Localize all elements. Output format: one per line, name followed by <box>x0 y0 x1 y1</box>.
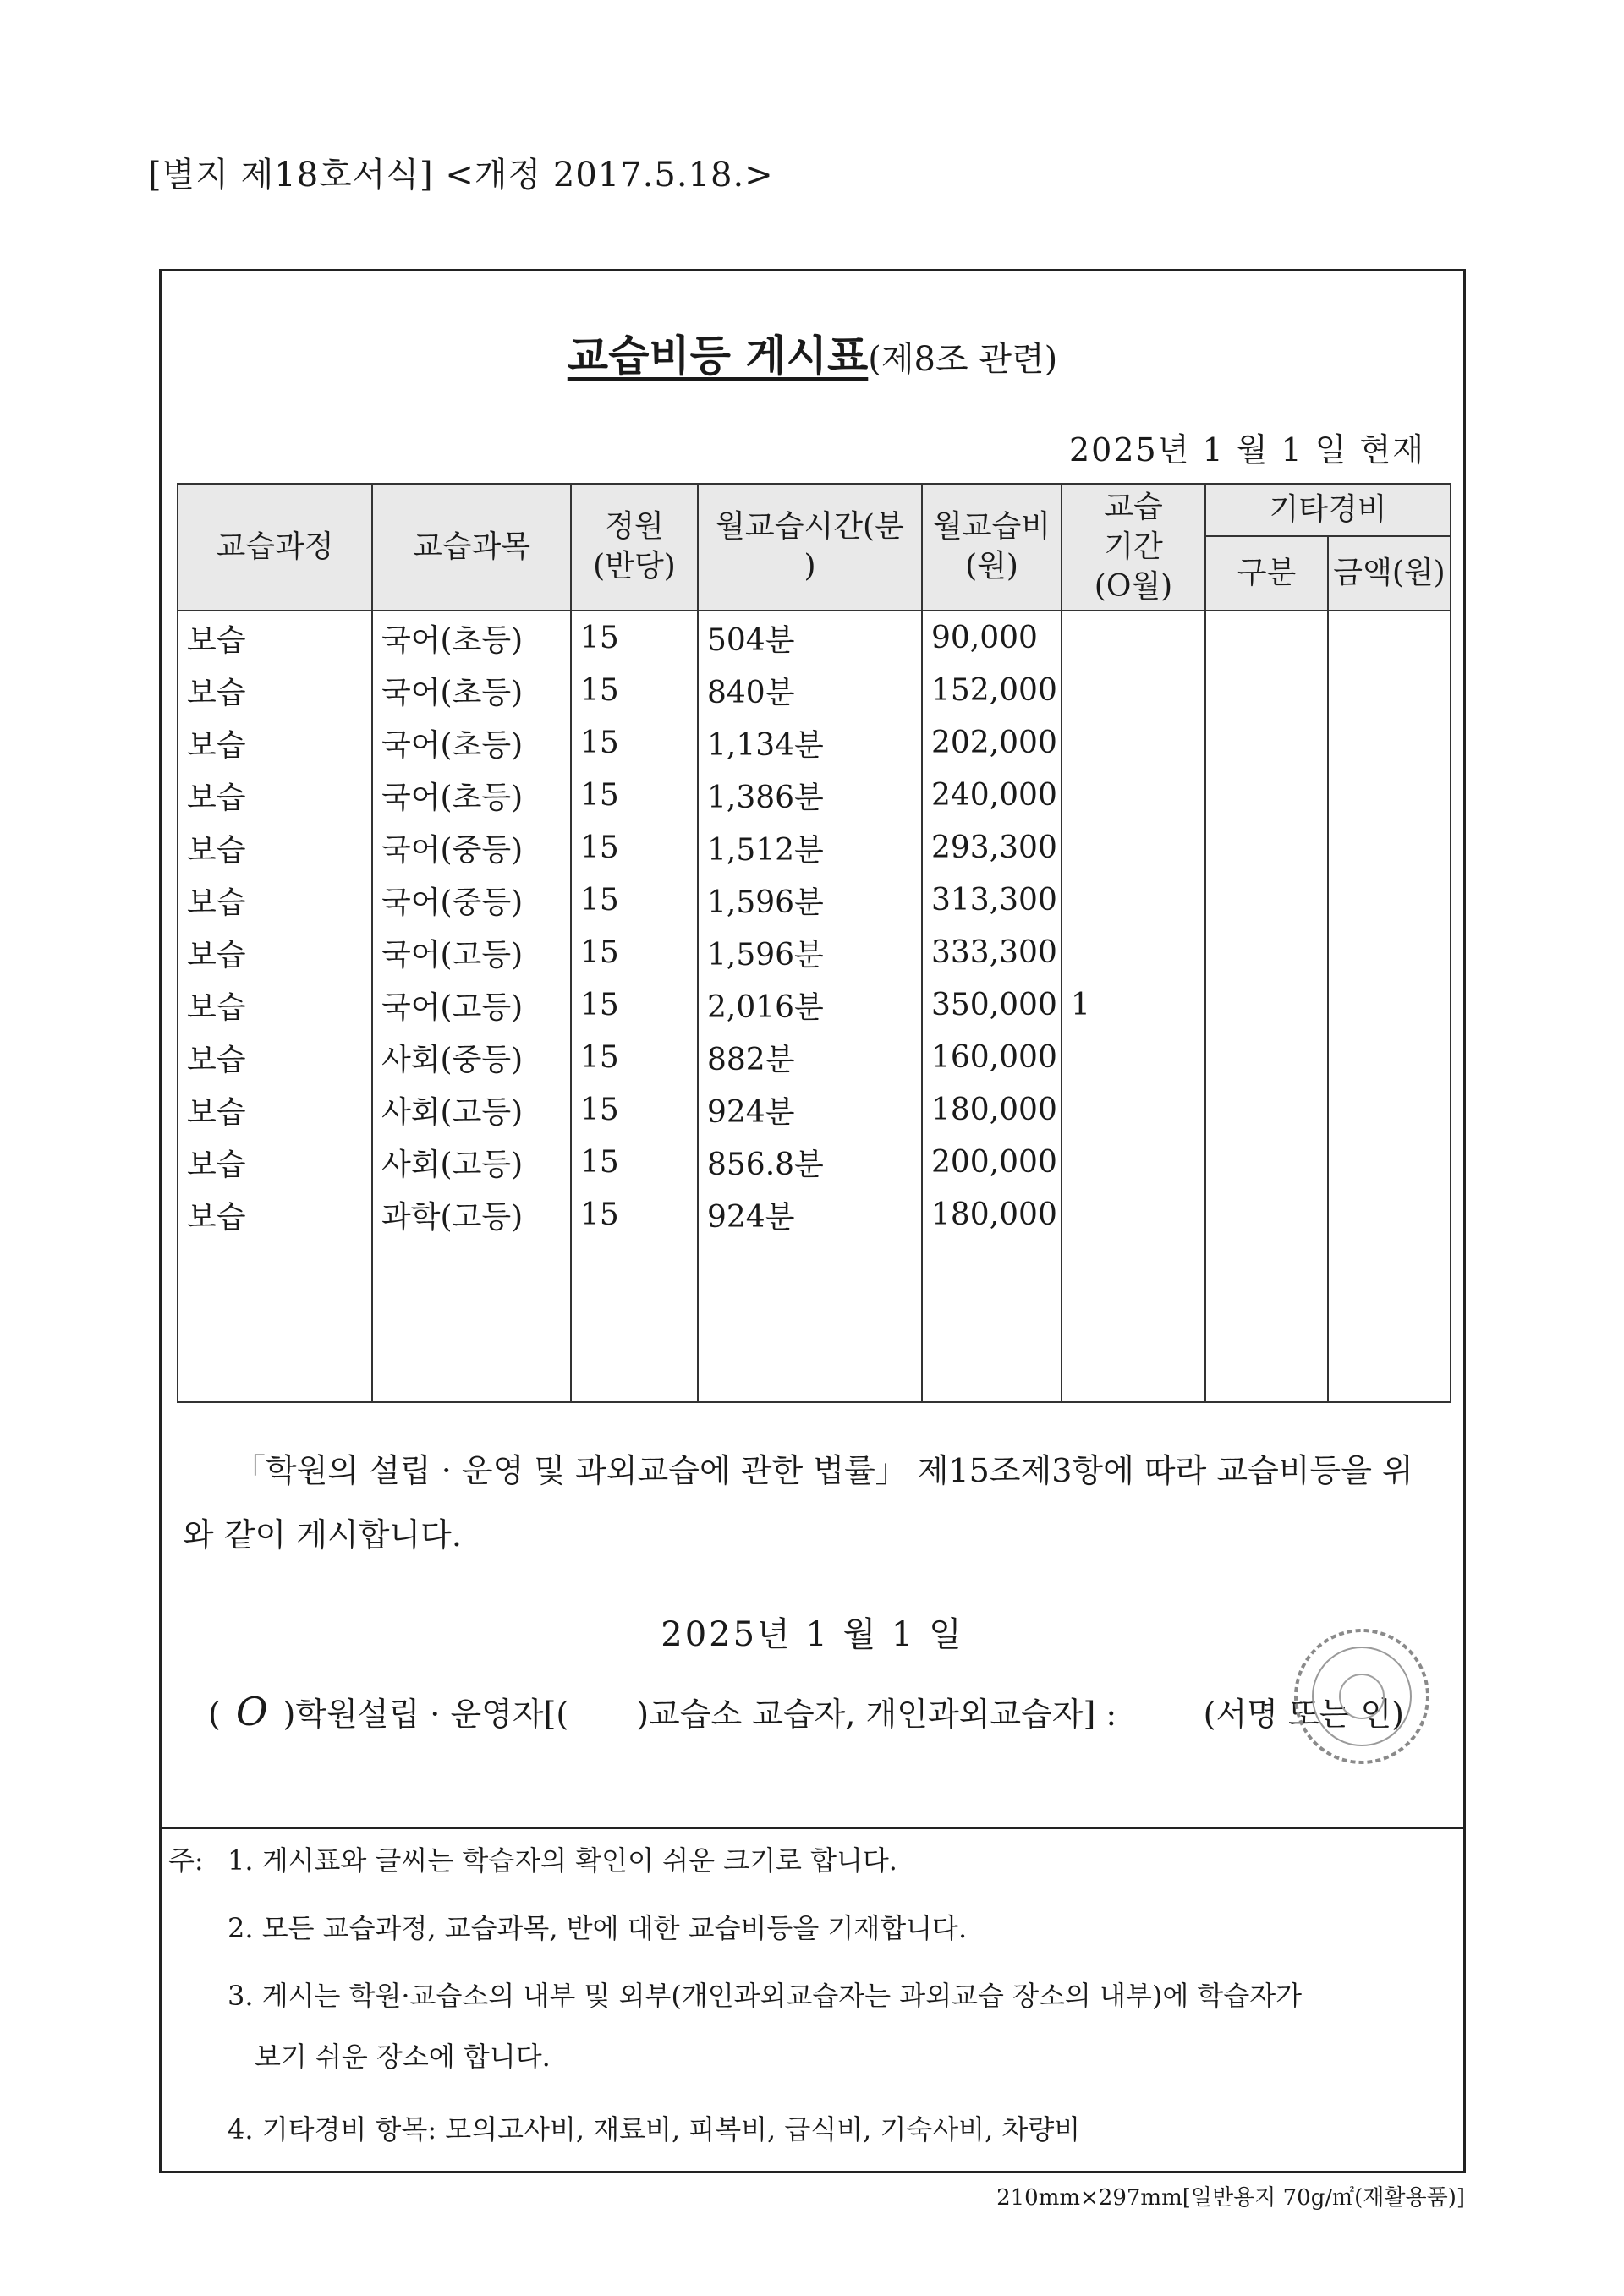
form-reference: [별지 제18호서식] <개정 2017.5.18.> <box>148 156 774 195</box>
cell-empty <box>922 1241 1062 1402</box>
cell-capacity: 15 <box>571 978 698 1031</box>
note-item <box>162 1975 1302 2014</box>
cell-fee: 200,000 <box>922 1136 1062 1188</box>
signer-open-paren: ( <box>208 1696 221 1733</box>
note-text: 3. 게시는 학원·교습소의 내부 및 외부(개인과외교습자는 과외교습 장소의 내부)에 학습자가 <box>228 1980 1303 2012</box>
table-row <box>178 1031 1451 1083</box>
cell-hours: 1,596분 <box>698 926 922 978</box>
cell-subject: 국어(중등) <box>372 821 571 874</box>
cell-other-type <box>1205 821 1328 874</box>
cell-capacity: 15 <box>571 1031 698 1083</box>
header-period-line1: 교습 <box>1104 490 1163 524</box>
signature-date: 2025년 1 월 1 일 <box>661 1615 964 1654</box>
cell-period <box>1062 874 1205 926</box>
note-item <box>162 1839 897 1878</box>
cell-period <box>1062 1136 1205 1188</box>
cell-other-amount <box>1328 611 1451 664</box>
cell-fee: 313,300 <box>922 874 1062 926</box>
cell-empty <box>372 1241 571 1402</box>
cell-hours: 1,512분 <box>698 821 922 874</box>
cell-other-amount <box>1328 769 1451 821</box>
cell-capacity: 15 <box>571 821 698 874</box>
table-row <box>178 978 1451 1031</box>
header-other-amount: 금액(원) <box>1328 536 1451 611</box>
cell-hours: 882분 <box>698 1031 922 1083</box>
note-text: 1. 게시표와 글씨는 학습자의 확인이 쉬운 크기로 합니다. <box>228 1844 897 1877</box>
cell-hours: 1,134분 <box>698 716 922 769</box>
header-subject: 교습과목 <box>372 484 571 611</box>
cell-other-amount <box>1328 978 1451 1031</box>
cell-other-amount <box>1328 1083 1451 1136</box>
note-lead: 주: <box>168 1844 204 1877</box>
cell-subject: 국어(초등) <box>372 769 571 821</box>
official-seal-stamp <box>1290 1625 1434 1768</box>
cell-hours: 1,596분 <box>698 874 922 926</box>
cell-subject: 국어(고등) <box>372 926 571 978</box>
cell-period <box>1062 716 1205 769</box>
table-row <box>178 874 1451 926</box>
cell-subject: 국어(초등) <box>372 611 571 664</box>
as-of-date: 2025년 1 월 1 일 현재 <box>1069 431 1425 469</box>
cell-course: 보습 <box>178 926 372 978</box>
cell-period <box>1062 769 1205 821</box>
cell-fee: 293,300 <box>922 821 1062 874</box>
cell-fee: 180,000 <box>922 1083 1062 1136</box>
header-other-type: 구분 <box>1205 536 1328 611</box>
header-hours-line2: ) <box>804 549 816 584</box>
cell-fee: 202,000 <box>922 716 1062 769</box>
cell-other-amount <box>1328 821 1451 874</box>
notice-frame <box>159 269 1466 2173</box>
cell-course: 보습 <box>178 716 372 769</box>
note-item <box>162 1907 967 1946</box>
cell-other-amount <box>1328 926 1451 978</box>
cell-fee: 240,000 <box>922 769 1062 821</box>
cell-capacity: 15 <box>571 874 698 926</box>
note-item <box>189 2036 551 2074</box>
cell-subject: 국어(초등) <box>372 664 571 716</box>
cell-subject: 국어(중등) <box>372 874 571 926</box>
cell-other-amount <box>1328 1136 1451 1188</box>
cell-hours: 840분 <box>698 664 922 716</box>
document-title <box>162 322 1463 383</box>
cell-capacity: 15 <box>571 1083 698 1136</box>
cell-other-amount <box>1328 1031 1451 1083</box>
cell-other-amount <box>1328 874 1451 926</box>
table-row <box>178 1188 1451 1241</box>
cell-period <box>1062 821 1205 874</box>
cell-period <box>1062 1031 1205 1083</box>
cell-course: 보습 <box>178 1083 372 1136</box>
cell-period <box>1062 1188 1205 1241</box>
cell-fee: 333,300 <box>922 926 1062 978</box>
cell-course: 보습 <box>178 978 372 1031</box>
cell-period: 1 <box>1062 978 1205 1031</box>
legal-statement: 「학원의 설립 · 운영 및 과외교습에 관한 법률」 제15조제3항에 따라 교습비등을 위와 같이 게시합니다. <box>183 1452 1413 1553</box>
cell-hours: 504분 <box>698 611 922 664</box>
cell-subject: 사회(고등) <box>372 1136 571 1188</box>
cell-other-type <box>1205 769 1328 821</box>
table-row <box>178 716 1451 769</box>
cell-subject: 사회(고등) <box>372 1083 571 1136</box>
cell-capacity: 15 <box>571 1136 698 1188</box>
header-period-line3: (O월) <box>1094 568 1173 604</box>
cell-course: 보습 <box>178 1136 372 1188</box>
cell-other-type <box>1205 926 1328 978</box>
cell-other-type <box>1205 874 1328 926</box>
table-row <box>178 1136 1451 1188</box>
cell-period <box>1062 1083 1205 1136</box>
cell-other-type <box>1205 1188 1328 1241</box>
cell-hours: 924분 <box>698 1188 922 1241</box>
header-period-line2: 기간 <box>1104 529 1163 564</box>
header-capacity-line1: 정원 <box>605 509 664 545</box>
table-row <box>178 926 1451 978</box>
cell-empty <box>1062 1241 1205 1402</box>
cell-other-type <box>1205 1136 1328 1188</box>
academy-operator-label: )학원설립 · 운영자[( <box>283 1696 569 1733</box>
cell-hours: 856.8분 <box>698 1136 922 1188</box>
cell-fee: 350,000 <box>922 978 1062 1031</box>
note-text: 보기 쉬운 장소에 합니다. <box>255 2041 551 2073</box>
cell-other-amount <box>1328 1188 1451 1241</box>
header-capacity-line2: (반당) <box>593 549 676 584</box>
cell-course: 보습 <box>178 821 372 874</box>
cell-empty <box>1328 1241 1451 1402</box>
cell-empty <box>571 1241 698 1402</box>
cell-course: 보습 <box>178 611 372 664</box>
table-row-empty <box>178 1241 1451 1402</box>
cell-course: 보습 <box>178 874 372 926</box>
cell-course: 보습 <box>178 769 372 821</box>
cell-capacity: 15 <box>571 664 698 716</box>
cell-capacity: 15 <box>571 611 698 664</box>
table-row <box>178 611 1451 664</box>
cell-course: 보습 <box>178 664 372 716</box>
signature-seal-label: (서명 또는 인) <box>1203 1696 1404 1733</box>
cell-fee: 160,000 <box>922 1031 1062 1083</box>
cell-period <box>1062 611 1205 664</box>
paper-spec: 210mm×297mm[일반용지 70g/㎡(재활용품)] <box>996 2185 1465 2211</box>
cell-other-type <box>1205 1083 1328 1136</box>
table-row <box>178 664 1451 716</box>
cell-other-type <box>1205 716 1328 769</box>
cell-fee: 180,000 <box>922 1188 1062 1241</box>
cell-other-amount <box>1328 716 1451 769</box>
header-fee <box>922 484 1062 611</box>
signer-line <box>208 1688 1429 1734</box>
cell-subject: 과학(고등) <box>372 1188 571 1241</box>
cell-period <box>1062 926 1205 978</box>
note-text: 2. 모든 교습과정, 교습과목, 반에 대한 교습비등을 기재합니다. <box>228 1912 968 1944</box>
header-course: 교습과정 <box>178 484 372 611</box>
table-row <box>178 769 1451 821</box>
cell-subject: 사회(중등) <box>372 1031 571 1083</box>
cell-subject: 국어(고등) <box>372 978 571 1031</box>
cell-other-type <box>1205 664 1328 716</box>
cell-other-type <box>1205 1031 1328 1083</box>
cell-period <box>1062 664 1205 716</box>
cell-fee: 90,000 <box>922 611 1062 664</box>
academy-check-mark: O <box>235 1689 268 1734</box>
cell-other-amount <box>1328 664 1451 716</box>
cell-subject: 국어(초등) <box>372 716 571 769</box>
cell-capacity: 15 <box>571 716 698 769</box>
cell-course: 보습 <box>178 1188 372 1241</box>
header-period <box>1062 484 1205 611</box>
cell-empty <box>178 1241 372 1402</box>
cell-capacity: 15 <box>571 769 698 821</box>
cell-empty <box>698 1241 922 1402</box>
note-item <box>162 2108 1080 2147</box>
header-hours <box>698 484 922 611</box>
cell-fee: 152,000 <box>922 664 1062 716</box>
cell-empty <box>1205 1241 1328 1402</box>
cell-hours: 924분 <box>698 1083 922 1136</box>
table-header-row <box>178 484 1451 536</box>
title-main: 교습비등 게시표 <box>567 331 869 381</box>
cell-other-type <box>1205 978 1328 1031</box>
cell-capacity: 15 <box>571 926 698 978</box>
cell-hours: 2,016분 <box>698 978 922 1031</box>
header-capacity <box>571 484 698 611</box>
cell-hours: 1,386분 <box>698 769 922 821</box>
header-fee-line2: (원) <box>965 549 1018 584</box>
cell-course: 보습 <box>178 1031 372 1083</box>
title-sub: (제8조 관련) <box>868 340 1058 379</box>
cell-capacity: 15 <box>571 1188 698 1241</box>
cell-other-type <box>1205 611 1328 664</box>
table-row <box>178 821 1451 874</box>
tutor-label: )교습소 교습자, 개인과외교습자] : <box>636 1696 1117 1733</box>
header-fee-line1: 월교습비 <box>932 509 1051 545</box>
notes-section <box>162 1827 1463 2178</box>
header-other-expenses: 기타경비 <box>1205 484 1451 536</box>
note-text: 4. 기타경비 항목: 모의고사비, 재료비, 피복비, 급식비, 기숙사비, 차량비 <box>228 2113 1081 2145</box>
header-hours-line1: 월교습시간(분 <box>716 509 904 545</box>
fee-table <box>177 483 1451 1403</box>
table-row <box>178 1083 1451 1136</box>
